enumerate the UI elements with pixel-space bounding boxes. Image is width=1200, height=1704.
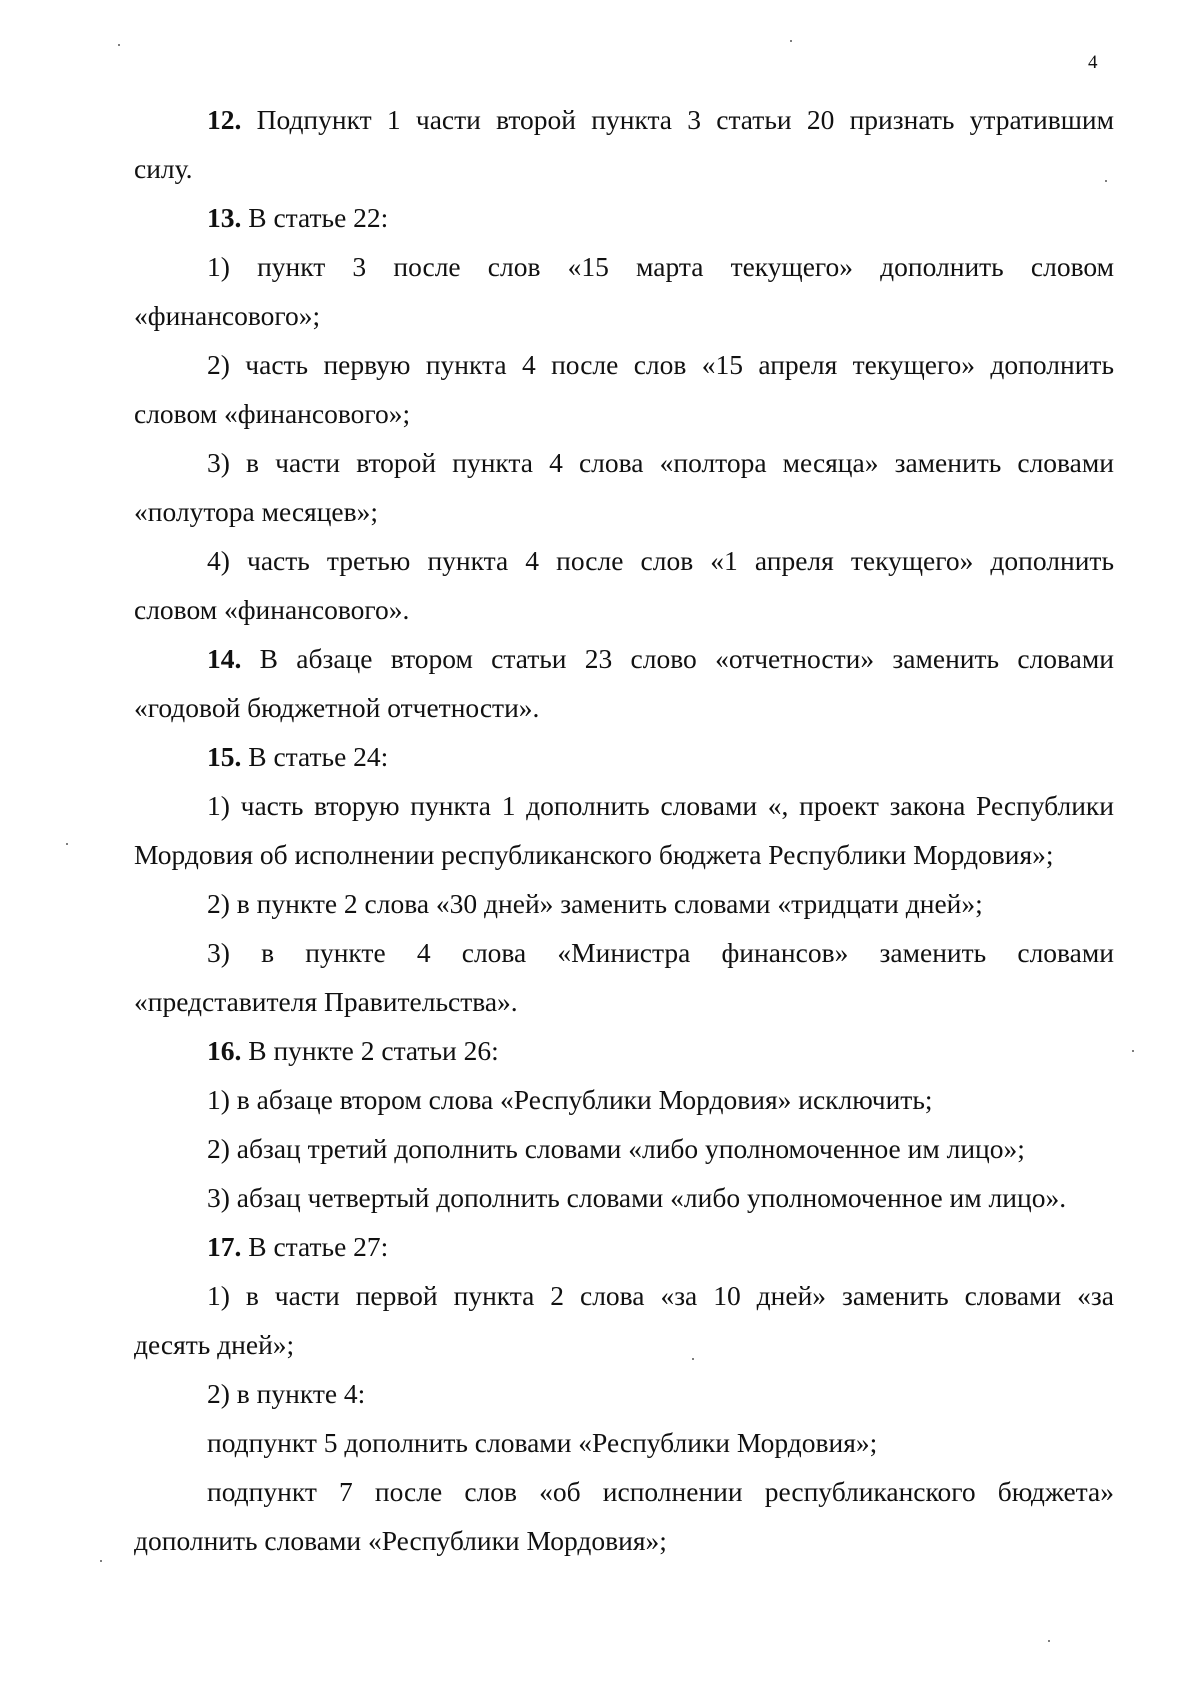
item-13-sub-4-line-2: словом «финансового». [134,594,410,625]
item-15-number: 15. [207,741,242,772]
item-14-line-1 [134,639,1114,688]
item-16-sub-2: 2) абзац третий дополнить словами «либо уполномоченное им лицо»; [207,1133,1025,1164]
item-13-heading-text: В статье 22: [241,202,389,233]
item-13-sub-2-line-2: словом «финансового»; [134,398,411,429]
item-13-sub-1-line-1: 1) пункт 3 после слов «15 марта текущего» дополнить словом [207,251,1114,282]
item-16-heading [134,1031,1114,1080]
page-number: 4 [1088,52,1098,73]
scan-speck [1132,1050,1134,1052]
item-12-text: Подпункт 1 части второй пункта 3 статьи 20 признать утратившим [241,104,1114,135]
item-15-sub-2: 2) в пункте 2 слова «30 дней» заменить словами «тридцати дней»; [207,888,983,919]
item-13-heading [134,198,1114,247]
scan-speck [118,44,120,46]
item-12-line-2: силу. [134,153,193,184]
item-13-number: 13. [207,202,242,233]
item-15-sub-3-line-2: «представителя Правительства». [134,986,518,1017]
item-13-sub-2-line-1: 2) часть первую пункта 4 после слов «15 апреля текущего» дополнить [207,349,1114,380]
item-17-sub-2: 2) в пункте 4: [207,1378,366,1409]
item-16-sub-3: 3) абзац четвертый дополнить словами «либо уполномоченное им лицо». [207,1182,1067,1213]
scan-speck [692,1358,694,1360]
document-body [134,100,1114,1570]
item-15-heading [134,737,1114,786]
item-15-sub-1-line-2: Мордовия об исполнении республиканского бюджета Республики Мордовия»; [134,839,1054,870]
scan-speck [790,40,792,42]
item-15-heading-text: В статье 24: [241,741,389,772]
scan-speck [1048,1640,1050,1642]
item-15-sub-3-line-1: 3) в пункте 4 слова «Министра финансов» заменить словами [207,937,1114,968]
item-17-heading [134,1227,1114,1276]
item-17-sub-2-b-line-2: дополнить словами «Республики Мордовия»; [134,1525,667,1556]
item-12-number: 12. [207,104,242,135]
item-14-number: 14. [207,643,242,674]
item-14-text: В абзаце втором статьи 23 слово «отчетности» заменить словами [241,643,1114,674]
scan-speck [66,843,68,845]
item-16-sub-1: 1) в абзаце втором слова «Республики Мордовия» исключить; [207,1084,933,1115]
item-13-sub-1-line-2: «финансового»; [134,300,321,331]
item-14-line-2: «годовой бюджетной отчетности». [134,692,540,723]
item-17-sub-1-line-1: 1) в части первой пункта 2 слова «за 10 дней» заменить словами «за [207,1280,1114,1311]
item-17-sub-1-line-2: десять дней»; [134,1329,295,1360]
item-17-number: 17. [207,1231,242,1262]
item-13-sub-3-line-2: «полутора месяцев»; [134,496,379,527]
item-16-heading-text: В пункте 2 статьи 26: [241,1035,499,1066]
item-17-sub-2-a: подпункт 5 дополнить словами «Республики Мордовия»; [207,1427,878,1458]
item-13-sub-4-line-1: 4) часть третью пункта 4 после слов «1 апреля текущего» дополнить [207,545,1114,576]
item-12-line-1 [134,100,1114,149]
item-17-heading-text: В статье 27: [241,1231,389,1262]
item-15-sub-1-line-1: 1) часть вторую пункта 1 дополнить словами «, проект закона Республики [207,790,1114,821]
scan-speck [100,1560,102,1562]
scan-speck [1105,180,1107,182]
item-13-sub-3-line-1: 3) в части второй пункта 4 слова «полтора месяца» заменить словами [207,447,1114,478]
item-16-number: 16. [207,1035,242,1066]
item-17-sub-2-b-line-1: подпункт 7 после слов «об исполнении республиканского бюджета» [207,1476,1114,1507]
